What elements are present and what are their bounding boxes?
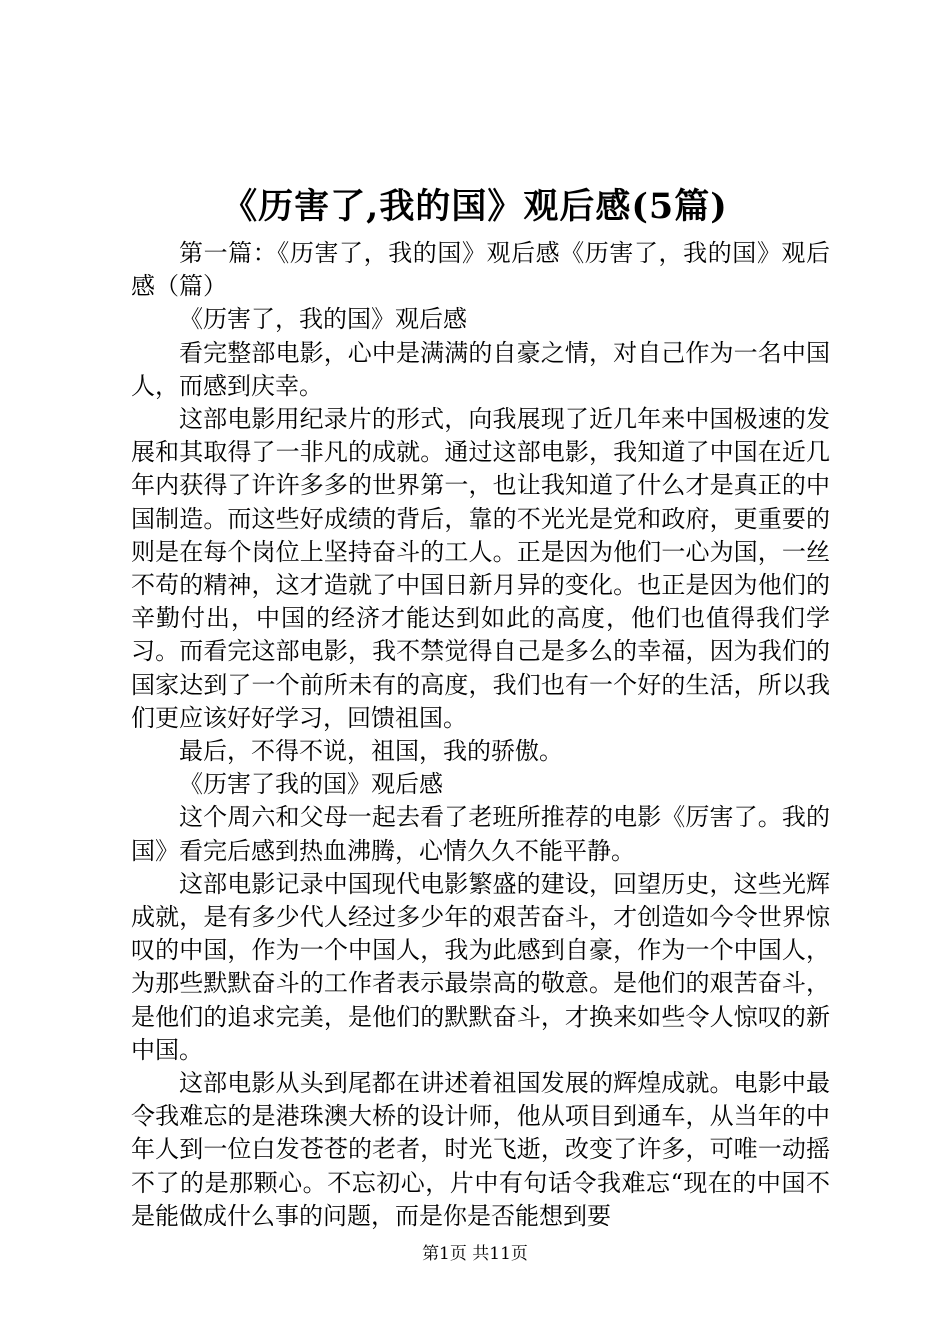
paragraph: 《历害了我的国》观后感 [179, 770, 443, 799]
paragraph: 这部电影用纪录片的形式，向我展现了近几年来中国极速的发展和其取得了一非凡的成就。通过这部电影，我知道了中国在近几年内获得了许许多多的世界第一，也让我知道了什么才是真正的中国制造。而这些好成绩的背后，靠的不光光是党和政府，更重要的则是在每个岗位上坚持奋斗的工人。正是因为他们一心为国，一丝不苟的精神，这才造就了中国日新月异的变化。也正是因为他们的辛勤付出，中国的经济才能达到如此的高度，他们也值得我们学习。而看完这部电影，我不禁觉得自己是多么的幸福，因为我们的国家达到了一个前所未有的高度，我们也有一个好的生活，所以我们更应该好好学习，回馈祖国。 [131, 405, 830, 732]
paragraph: 这部电影从头到尾都在讲述着祖国发展的辉煌成就。电影中最令我难忘的是港珠澳大桥的设计师，他从项目到通车，从当年的中年人到一位白发苍苍的老者，时光飞逝，改变了许多，可唯一动摇不了的是那颗心。不忘初心，片中有句话令我难忘“现在的中国不是能做成什么事的问题，而是你是否能想到要 [131, 1069, 830, 1230]
document-title: 《历害了,我的国》观后感(5篇) [222, 186, 728, 227]
paragraph: 这部电影记录中国现代电影繁盛的建设，回望历史，这些光辉成就，是有多少代人经过多少年的艰苦奋斗，才创造如今令世界惊叹的中国，作为一个中国人，我为此感到自豪，作为一个中国人，为那些默默奋斗的工作者表示最崇高的敬意。是他们的艰苦奋斗，是他们的追求完美，是他们的默默奋斗，才换来如些令人惊叹的新中国。 [131, 869, 830, 1064]
paragraph: 这个周六和父母一起去看了老班所推荐的电影《厉害了。我的国》看完后感到热血沸腾，心情久久不能平静。 [131, 803, 830, 865]
paragraph: 第一篇：《历害了，我的国》观后感《历害了，我的国》观后感（篇） [131, 239, 830, 301]
paragraph: 看完整部电影，心中是满满的自豪之情，对自己作为一名中国人，而感到庆幸。 [131, 338, 830, 400]
paragraph: 最后，不得不说，祖国，我的骄傲。 [179, 737, 563, 766]
page-footer: 第1页 共11页 [422, 1244, 528, 1264]
paragraph: 《历害了，我的国》观后感 [179, 305, 467, 334]
document-body [131, 237, 830, 1233]
